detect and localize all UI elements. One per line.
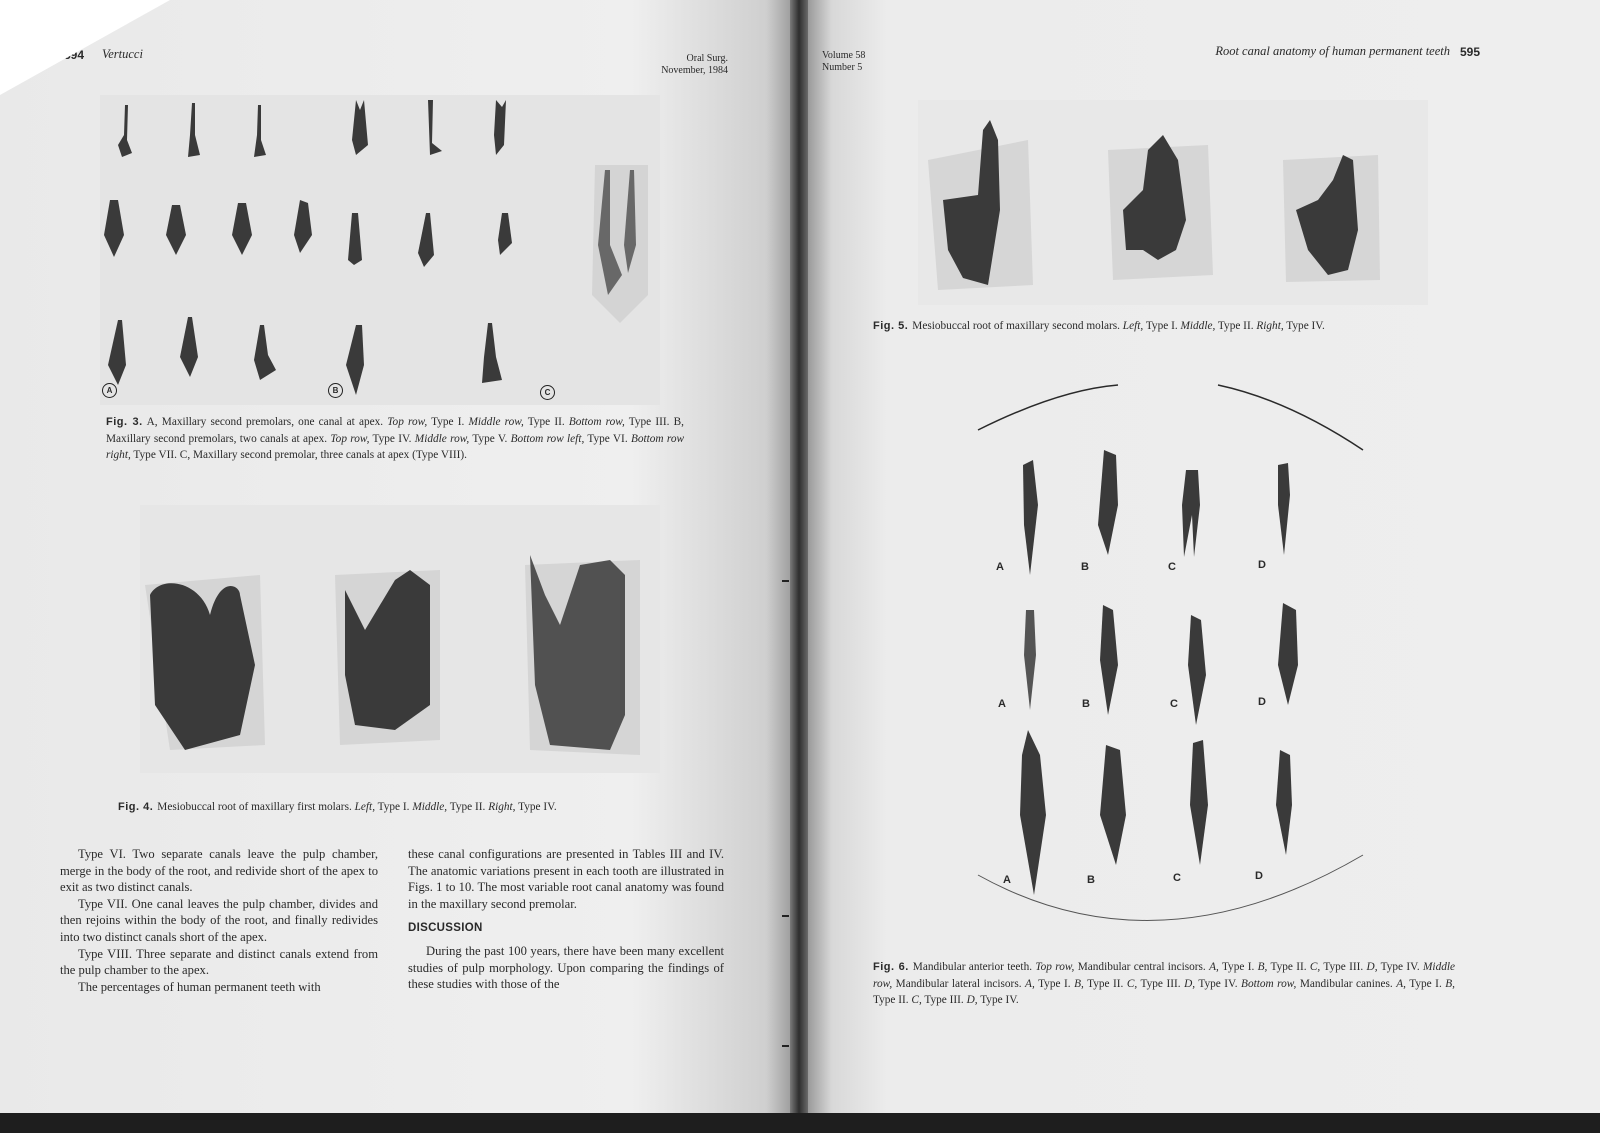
- caption-text-run: Type III.: [921, 993, 967, 1006]
- journal-date: November, 1984: [661, 64, 728, 76]
- fig6-row3-letter-b: B: [1087, 874, 1095, 886]
- volume-info: [822, 50, 865, 73]
- caption-text-run: Type IV.: [1195, 977, 1242, 990]
- caption-text-run: Type II.: [1267, 961, 1310, 973]
- caption-text-run: Type I.: [1218, 961, 1258, 973]
- fig3-panel-c-tooth: [592, 165, 648, 323]
- caption-text-run: Bottom row right,: [106, 432, 685, 461]
- caption-text-run: B,: [1445, 977, 1455, 990]
- caption-text-run: Middle,: [1180, 320, 1216, 332]
- caption-text-run: Type VI.: [584, 432, 631, 445]
- type-viii-paragraph: Type VIII. Three separate and distinct canals extend from the pulp chamber to the apex.: [60, 946, 378, 978]
- binding-tick: [782, 580, 789, 582]
- right-page-number: 595: [1460, 45, 1481, 59]
- caption-text-run: Type III. B, Maxillary second premolars, two canals at apex.: [106, 416, 684, 445]
- caption-text-run: Type IV.: [977, 993, 1019, 1006]
- caption-text-run: Bottom row,: [568, 416, 625, 428]
- caption-text-run: Mandibular central incisors.: [1074, 961, 1210, 973]
- caption-text-run: Top row,: [330, 432, 370, 445]
- caption-text-run: C,: [1309, 961, 1321, 973]
- fig6-row2-letter-a: A: [998, 698, 1006, 710]
- caption-text-run: Right,: [488, 801, 516, 813]
- fig6-row1-letter-b: B: [1081, 561, 1089, 573]
- fig6-caption: [873, 959, 1455, 1008]
- fig3-panel-b-teeth: [346, 100, 512, 395]
- fig6-row2-letter-b: B: [1082, 698, 1090, 710]
- issue-number: Number 5: [822, 61, 863, 73]
- fig3-caption: [106, 414, 684, 463]
- fig6-row2-letter-d: D: [1258, 696, 1266, 708]
- fig5-label: Fig. 5.: [873, 320, 909, 332]
- fig4-caption: [118, 799, 718, 816]
- caption-text-run: Type I.: [427, 416, 469, 428]
- caption-text-run: Left,: [1122, 320, 1144, 332]
- running-author: Vertucci: [102, 47, 143, 61]
- caption-text-run: Top row,: [387, 416, 428, 428]
- caption-text-run: Mandibular lateral incisors.: [892, 977, 1026, 990]
- fig3-panel-label-a: A: [102, 383, 117, 398]
- caption-text-run: Right,: [1256, 320, 1284, 332]
- caption-text-run: Type II.: [447, 801, 489, 813]
- caption-text-run: Bottom row left,: [510, 432, 585, 445]
- running-title: Root canal anatomy of human permanent teeth: [1215, 44, 1450, 58]
- right-page: [808, 0, 1600, 1122]
- caption-text-run: Middle row,: [468, 416, 524, 428]
- binding-tick: [782, 1045, 789, 1047]
- caption-text-run: Type I.: [1405, 977, 1446, 990]
- body-column-2: [408, 846, 724, 993]
- scan-bottom-edge: [0, 1113, 1600, 1133]
- journal-info: [600, 53, 728, 76]
- discussion-paragraph: During the past 100 years, there have been many excellent studies of pulp morphology. Upon comparing the findings of these studies with those of the: [408, 943, 724, 992]
- caption-text-run: Middle row,: [414, 432, 470, 445]
- fig3-specimens: [100, 95, 660, 405]
- fig6-specimens: [958, 375, 1378, 953]
- body-column-1: [60, 846, 378, 995]
- caption-text-run: A,: [1025, 977, 1035, 990]
- caption-text-run: A,: [1396, 977, 1406, 990]
- fig3-panel-label-c: C: [540, 385, 555, 400]
- fig3-panel-label-b: B: [328, 383, 343, 398]
- tables-paragraph: these canal configurations are presented in Tables III and IV. The anatomic variations present in each tooth are illustrated in Figs. 1 to 10. The most variable root canal anatomy was found in the maxillary second premolar.: [408, 847, 724, 911]
- type-vii-paragraph: Type VII. One canal leaves the pulp chamber, divides and then rejoins within the body of the root, and finally redivides into two distinct canals short of the apex.: [60, 896, 378, 944]
- caption-text-run: Type I.: [375, 801, 413, 813]
- left-page-number: 594: [64, 48, 85, 62]
- fig3-label: Fig. 3.: [106, 416, 143, 428]
- fig3-plate: [100, 95, 660, 405]
- caption-text-run: Top row,: [1035, 961, 1075, 973]
- caption-text-run: Type II.: [523, 416, 569, 428]
- caption-text-run: Mandibular canines.: [1296, 977, 1397, 990]
- fig6-row1-letter-a: A: [996, 561, 1004, 573]
- fig6-row3-letter-c: C: [1173, 872, 1181, 884]
- caption-text-run: Type IV.: [369, 432, 415, 445]
- caption-text-run: Mesiobuccal root of maxillary second molars.: [912, 320, 1123, 332]
- fig3-panel-a-teeth: [104, 103, 312, 385]
- fig5-plate: [918, 100, 1428, 305]
- caption-text-run: Bottom row,: [1241, 977, 1297, 990]
- discussion-heading: DISCUSSION: [408, 922, 483, 935]
- volume-number: Volume 58: [822, 50, 866, 61]
- fig6-row3-letter-d: D: [1255, 870, 1263, 882]
- caption-text-run: Type II.: [873, 993, 912, 1006]
- caption-text-run: Middle row,: [873, 961, 1456, 990]
- fig5-specimens: [918, 100, 1428, 305]
- caption-text-run: C,: [911, 993, 922, 1006]
- caption-text-run: Middle,: [412, 801, 448, 813]
- caption-text-run: Type VII. C, Maxillary second premolar, three canals at apex (Type VIII).: [130, 448, 467, 461]
- caption-text-run: Mesiobuccal root of maxillary first molars.: [157, 801, 355, 813]
- fig4-specimens: [140, 505, 660, 773]
- caption-text-run: D,: [1184, 977, 1196, 990]
- caption-text-run: Type IV.: [1283, 320, 1325, 332]
- caption-text-run: D,: [966, 993, 978, 1006]
- caption-text-run: C,: [1126, 977, 1138, 990]
- journal-name: Oral Surg.: [686, 53, 728, 64]
- fig4-label: Fig. 4.: [118, 801, 154, 813]
- type-vi-paragraph: Type VI. Two separate canals leave the pulp chamber, merge in the body of the root, and redivide short of the apex to exit as two distinct canals.: [60, 847, 378, 895]
- fig6-label: Fig. 6.: [873, 961, 909, 973]
- caption-text-run: A, Maxillary second premolars, one canal at apex.: [146, 416, 388, 428]
- book-gutter: [790, 0, 808, 1122]
- fig4-plate: [140, 505, 660, 773]
- left-page: [0, 0, 790, 1122]
- folded-page-corner: [0, 0, 170, 95]
- binding-tick: [782, 915, 789, 917]
- caption-text-run: Left,: [354, 801, 376, 813]
- fig6-row1-letter-d: D: [1258, 559, 1266, 571]
- caption-text-run: Type IV.: [515, 801, 557, 813]
- fig6-row3-letter-a: A: [1003, 874, 1011, 886]
- caption-text-run: Mandibular anterior teeth.: [912, 961, 1036, 973]
- fig6-row1-letter-c: C: [1168, 561, 1176, 573]
- caption-text-run: B,: [1257, 961, 1268, 973]
- caption-text-run: Type III.: [1320, 961, 1367, 973]
- caption-text-run: Type III.: [1137, 977, 1185, 990]
- percentages-paragraph: The percentages of human permanent teeth with: [78, 979, 321, 994]
- caption-text-run: Type I.: [1034, 977, 1075, 990]
- fig6-row2-letter-c: C: [1170, 698, 1178, 710]
- caption-text-run: Type II.: [1215, 320, 1257, 332]
- caption-text-run: B,: [1074, 977, 1084, 990]
- caption-text-run: Type II.: [1083, 977, 1127, 990]
- caption-text-run: Type IV.: [1377, 961, 1424, 973]
- caption-text-run: Type V.: [469, 432, 511, 445]
- caption-text-run: D,: [1366, 961, 1378, 973]
- caption-text-run: Type I.: [1143, 320, 1181, 332]
- fig5-caption: [873, 318, 1533, 335]
- fig6-plate: [958, 375, 1378, 953]
- caption-text-run: A,: [1209, 961, 1219, 973]
